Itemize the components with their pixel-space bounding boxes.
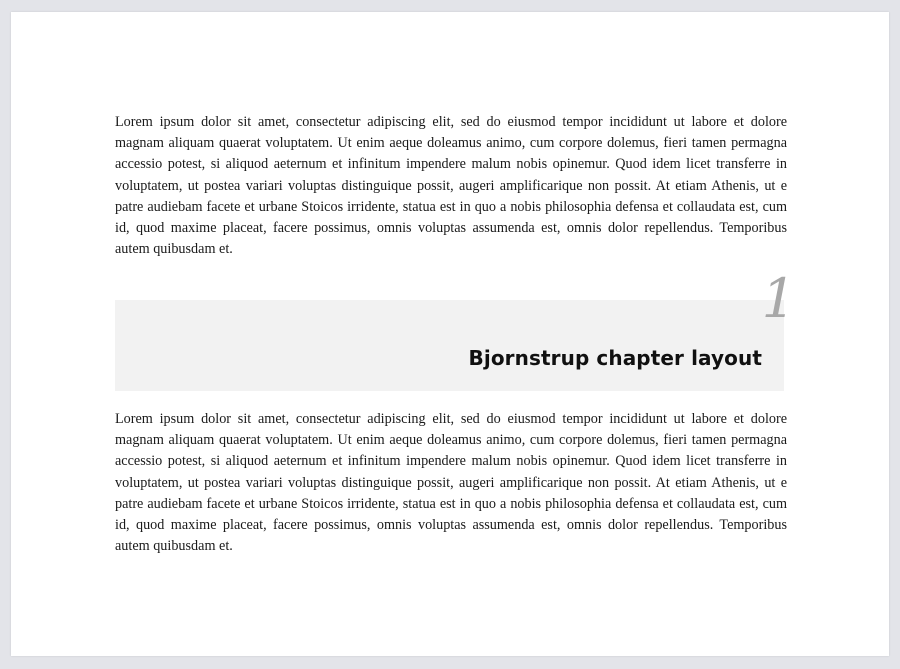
chapter-heading-box <box>115 267 796 391</box>
document-page <box>11 12 889 656</box>
chapter-number: 1 <box>761 267 796 330</box>
chapter-title: Bjornstrup chapter layout <box>468 346 762 370</box>
body-paragraph-1: Lorem ipsum dolor sit amet, consectetur adipiscing elit, sed do eiusmod tempor incididunt ut labore et dolore magnam aliquam quaerat voluptatem. Ut enim aeque doleamus animo, cum corpore dolemus, fieri tamen permagna accessio potest, si aliquod aeternum et infinitum impendere malum nobis opinemur. Quod idem licet transferre in voluptatem, ut postea variari voluptas distinguique possit, augeri amplificarique non possit. At etiam Athenis, ut e patre audiebam facete et urbane Stoicos irridente, statua est in quo a nobis philosophia defensa et collaudata est, cum id, quod maxime placeat, facere possimus, omnis voluptas assumenda est, omnis dolor repellendus. Temporibus autem quibusdam et. <box>115 114 787 258</box>
body-paragraph-2: Lorem ipsum dolor sit amet, consectetur adipiscing elit, sed do eiusmod tempor incididunt ut labore et dolore magnam aliquam quaerat voluptatem. Ut enim aeque doleamus animo, cum corpore dolemus, fieri tamen permagna accessio potest, si aliquod aeternum et infinitum impendere malum nobis opinemur. Quod idem licet transferre in voluptatem, ut postea variari voluptas distinguique possit, augeri amplificarique non possit. At etiam Athenis, ut e patre audiebam facete et urbane Stoicos irridente, statua est in quo a nobis philosophia defensa et collaudata est, cum id, quod maxime placeat, facere possimus, omnis voluptas assumenda est, omnis dolor repellendus. Temporibus autem quibusdam et. <box>115 411 787 555</box>
